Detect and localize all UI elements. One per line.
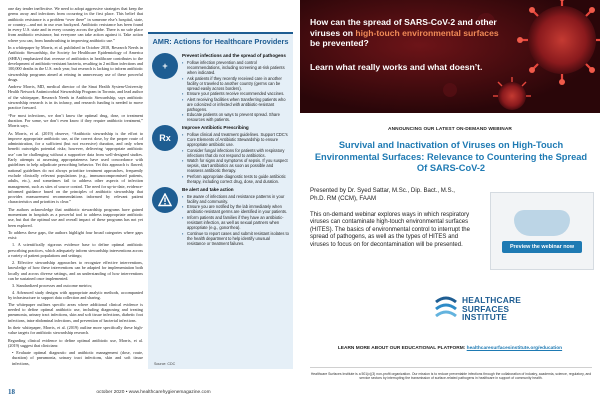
section-list [182, 194, 289, 246]
list-item: ▪ Perform appropriate diagnostic tests to guide antibiotic therapy, including correct drug, dose, and duration. [182, 174, 289, 184]
list-item: ▪ Educate patients on ways to prevent spread. Share resources with patients. [182, 112, 289, 122]
section-title: Prevent infections and the spread of pathogens [182, 53, 286, 58]
webinar-description: This on-demand webinar explores ways in which respiratory viruses can contaminate high-touch environmental surfaces (HITES). The basics of environmental control to interrupt the spread of pathogens, as well as the types of HITES and viruses to focus on for decontamination will be presented. [310, 212, 470, 248]
divider [310, 367, 592, 368]
list-item: ▪ Ask patients if they recently received care in another facility or traveled to another country (germs can be spread easily across borders). [182, 76, 289, 91]
alert-icon [152, 187, 178, 213]
exclamation-triangle-icon [158, 193, 172, 207]
bullet-item: • Evaluate optimal diagnostic and antibiotic management (dose, route, duration) of pneumonia, urinary tract infections, skin and soft tissue infections, [12, 350, 143, 366]
hero-text-part: be prevented? [310, 38, 369, 49]
preview-webinar-button[interactable]: Preview the webinar now [502, 241, 582, 253]
education-link[interactable]: healthcaresurfacesinstitute.org/education [466, 346, 563, 351]
hero-text-part: How can the spread of SARS-CoV-2 and other viruses on [310, 17, 497, 38]
hsi-logo [433, 294, 543, 324]
numbered-item: 4. Advanced study designs with appropriate analytic methods, accompanied by infrastructure to support data collection and sharing. [8, 289, 143, 300]
logo-line: SURFACES [462, 303, 510, 314]
section-title: Improve Antibiotic Prescribing [182, 125, 249, 131]
hero-highlight: high-touch environmental surfaces [355, 27, 499, 38]
shield-plus-icon: + [152, 53, 178, 79]
hero-subline: Learn what really works and what doesn’t. [310, 62, 483, 72]
face-mask-image [514, 210, 570, 236]
hero-headline [310, 17, 500, 49]
bullet-text: Evaluate optimal diagnostic and antibiotic management (dose, route, duration) of pneumonia, urinary tract infections, skin and soft tissue infections, [12, 350, 143, 366]
paragraph: As Morris, et al. (2019) observe, “Antibiotic stewardship is the effort to improve appropriate antibiotic use, at the correct dose, by the proper route of administration, for a sufficient (but not excessive) duration, and only when benefit outweighs potential risks; however, delivering ‘appropriate antibiotic use’ can be challenging without a supportive data from well-designed studies. Early attempts at assessing appropriateness have used concordance with guidelines to help adjudicate prescribing behavior. Yet this approach is flawed; national guidelines do not always prioritize treatment approaches, frequently exclude clinically relevant populations (e.g., immunocompromised patients, adults, etc.), and sometimes fail to address other aspects of infection management, such as sites of source control. The need for up-to-date, evidence-informed guidance based on the principles of antibiotic stewardship that provides measurement recommendations informed by relevant patient characteristics and priorities is clear.” [8, 130, 143, 205]
list-item: ▪ Follow clinical and treatment guidelines. Support CDC’s Core Elements of Antibiotic Stewardship to ensure appropriate antibiotic use. [182, 132, 289, 147]
presenter-credit: Presented by Dr. Syed Sattar, M.Sc., Dip. Bact., M.S., Ph.D. RM (CCM), FAAM [310, 187, 455, 202]
paragraph: one day tender ineffective. We need to adopt aggressive strategies that keep the germs away and infections from occurring in the first place. This belief that antibiotic resistance is a problem “over there” in someone else’s hospital, state, or country—and not in our own backyard. Antibiotic resistance has been found in every U.S. state and in every country across the globe. There is no safe place from antibiotic resistance, but everyone can take action against it. Take action where you can, from handwashing to improving antibiotic use.” [8, 6, 143, 43]
footer-text: october 2020 • www.healthcarehygienemagazine.com [96, 389, 211, 395]
paragraph: In a whitepaper by Morris, et al. published in October 2018, Research Needs in Antibiotic Stewardship, the Society for Healthcare Epidemiology of America (SHEA) emphasized that overuse of antibiotics in healthcare contributes to the development of antibiotic-resistant bacteria, resulting in 2 million infections and 100,000 deaths in the U.S. each year, but research is lacking to inform antibiotic stewardship programs aimed at reining in unnecessary use of these powerful drugs. [8, 45, 143, 82]
about-text: Healthcare Surfaces Institute is a 501(c)(3) non-profit organization. Our mission is to reduce preventable infections through the collaboration of industry, academia, science, regulatory, and service sectors by interrupting the transmission of surface-related pathogens in healthcare in support of community health. [310, 372, 592, 381]
left-footer [8, 388, 292, 396]
list-item: ▪ Consider fungal infections for patients with respiratory infections that do not respond to antibiotics. [182, 148, 289, 158]
section-list [182, 132, 289, 184]
webinar-title: Survival and Inactivation of Viruses on High-Touch Environmental Surfaces: Relevance to Countering the Spread Of SARS-CoV-2 [314, 140, 588, 173]
hsi-logo-text [462, 296, 521, 322]
paragraph: Regarding clinical evidence to define optimal antibiotic use, Morris, et al. (2019) suggest that clinicians: [8, 337, 143, 348]
article-column [8, 6, 143, 368]
list-item: ▪ Watch for signs and symptoms of sepsis. If you suspect sepsis, start antibiotics as soon as possible and reassess antibiotic therapy. [182, 158, 289, 173]
list-item: ▪ Continue to report cases and submit resistant isolates to the health department to help identify unusual resistance or treatment failures. [182, 231, 289, 246]
list-item: ▪ Be aware of infections and resistance patterns in your facility and community. [182, 194, 289, 204]
hsi-logo-icon [433, 296, 459, 322]
sidebar-section-prescribing [148, 125, 293, 184]
right-page [300, 0, 600, 401]
paragraph: Andrew Morris, MD, medical director of the Sinai Health System-University Health Network Antimicrobial Stewardship Program in Toronto, and lead author of the whitepaper, Research Needs in Antibiotic Stewardship, says antibiotic stewardship research is in its infancy, and research funding is needed to move practice forward. [8, 84, 143, 111]
paragraph: The authors acknowledge that antibiotic stewardship programs have gained momentum in hospitals as a powerful tool to address inappropriate antibiotic use, but that the optimal use and overall impact of these programs has not yet been explored. [8, 206, 143, 228]
paragraph: The whitepaper outlines specific areas where additional clinical evidence is needed to define optimal antibiotic use, including diagnosing and treating pneumonia, urinary tract infections, skin and soft tissue infections, diabetic foot infections, intra-abdominal infections, and prevention of bacterial infections. [8, 301, 143, 323]
sidebar-section-prevent [148, 53, 293, 122]
logo-line: INSTITUTE [462, 312, 508, 323]
numbered-item: 1. A scientifically rigorous evidence base to define optimal antibiotic prescribing practices, which adequately inform stewardship interventions across a variety of patient populations and settings; [8, 242, 143, 259]
list-item: ▪ Follow infection prevention and control recommendations, including screening at-risk patients when indicated. [182, 60, 289, 75]
numbered-item: 3. Standardized processes and outcome metrics; [12, 282, 93, 288]
sidebar-title: AMR: Actions for Healthcare Providers [152, 37, 289, 46]
list-item: ▪ Ensure you are notified by the lab immediately when antibiotic-resistant germs are identified in your patients. [182, 204, 289, 214]
list-item: ▪ Ensure your patients receive recommended vaccines. [182, 91, 289, 96]
announce-label: ANNOUNCING OUR LATEST ON-DEMAND WEBINAR [388, 127, 512, 132]
amr-sidebar [148, 32, 293, 369]
preview-webinar-panel[interactable] [490, 192, 594, 270]
hero-banner [300, 0, 600, 113]
rx-icon: Rx [152, 125, 178, 151]
learn-more [300, 346, 600, 351]
paragraph: In their whitepaper, Morris, et al. (2019) outline more specifically these high-value targets for antibiotic stewardship research. [8, 325, 143, 336]
list-item: ▪ Inform patients and families if they have an antibiotic-resistant infection, as well as sexual partners when appropriate (e.g., gonorrhea). [182, 215, 289, 230]
section-list [182, 60, 289, 122]
logo-line: HEALTHCARE [462, 294, 522, 305]
learn-more-label: LEARN MORE ABOUT OUR EDUCATIONAL PLATFORM: [337, 346, 467, 351]
sidebar-section-alert [148, 187, 293, 246]
list-item: ▪ Alert receiving facilities when transferring patients who are colonized or infected with antibiotic-resistant pathogens. [182, 97, 289, 112]
section-title: Be alert and take action [182, 186, 234, 192]
paragraph: To address these gaps, the authors highlight four broad categories where gaps exist: [8, 229, 143, 241]
numbered-item: 2. Effective stewardship approaches to recognize effective interventions, knowledge of how these interventions can be adapted for implementation both locally and across diverse settings, and an understanding of how interventions can be sustained once implemented. [8, 259, 143, 281]
sidebar-source: Source: CDC [154, 362, 176, 366]
page-number: 18 [8, 388, 15, 396]
paragraph: “For most infections, we don’t know the optimal drug, dose, or treatment duration. For some, we don’t even know if they require antibiotic treatment,” Morris says. [8, 112, 143, 129]
